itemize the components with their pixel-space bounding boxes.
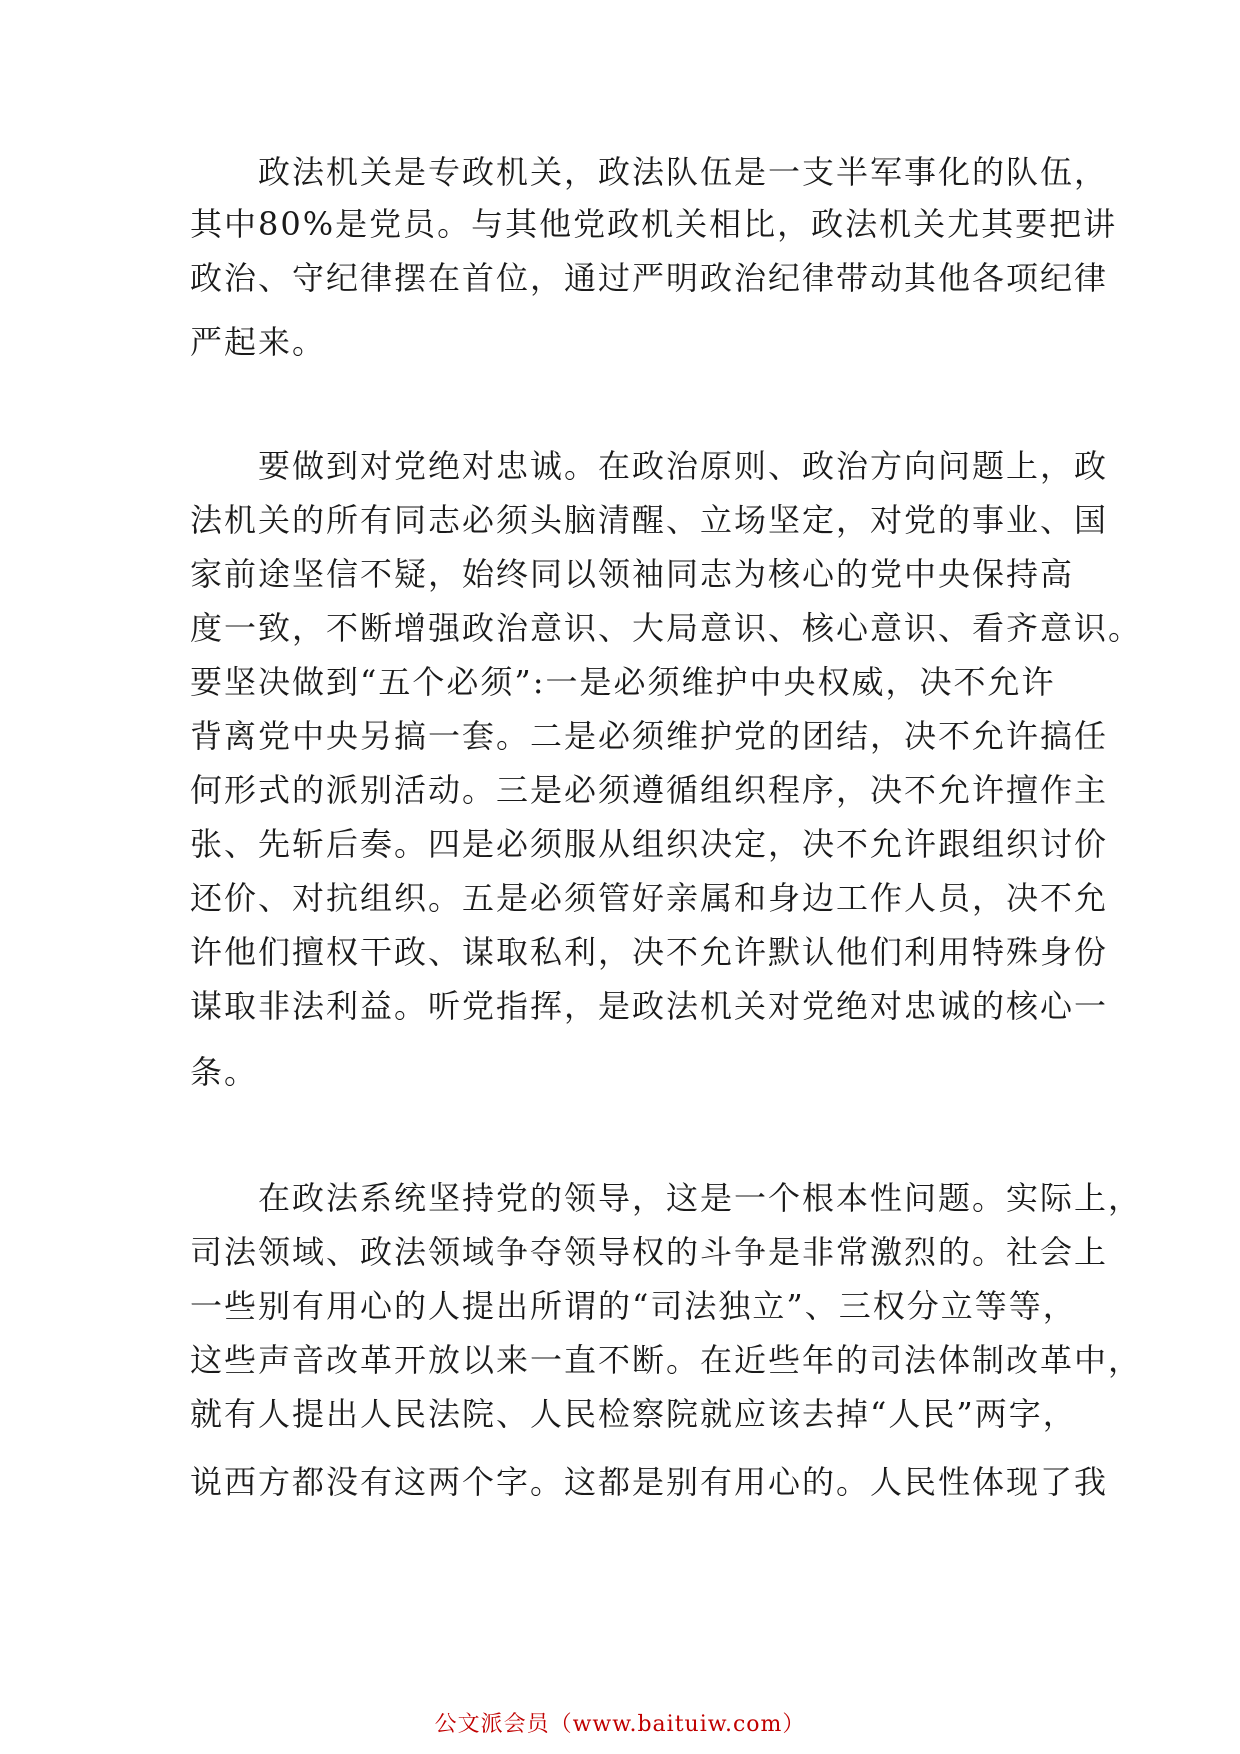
paragraph-2-line-11: 谋取非法利益。听党指挥，是政法机关对党绝对忠诚的核心一 (190, 987, 1109, 1025)
paragraph-2-line-8: 张、先斩后奏。四是必须服从组织决定，决不允许跟组织讨价 (190, 825, 1109, 863)
paragraph-2-line-5: 要坚决做到“五个必须”:一是必须维护中央权威，决不允许 (190, 663, 1056, 701)
paragraph-2-line-3: 家前途坚信不疑，始终同以领袖同志为核心的党中央保持高 (190, 555, 1075, 593)
paragraph-1-line-1: 政法机关是专政机关，政法队伍是一支半军事化的队伍， (190, 153, 1109, 191)
paragraph-2-line-2: 法机关的所有同志必须头脑清醒、立场坚定，对党的事业、国 (190, 501, 1109, 539)
paragraph-2-line-6: 背离党中央另搞一套。二是必须维护党的团结，决不允许搞任 (190, 717, 1109, 755)
paragraph-3-line-2: 司法领域、政法领域争夺领导权的斗争是非常激烈的。社会上 (190, 1233, 1109, 1271)
footer-watermark: 公文派会员（www.baituiw.com） (434, 1712, 806, 1737)
paragraph-3-line-6: 说西方都没有这两个字。这都是别有用心的。人民性体现了我 (190, 1463, 1109, 1501)
paragraph-2-line-10: 许他们擅权干政、谋取私利，决不允许默认他们利用特殊身份 (190, 933, 1109, 971)
paragraph-1-line-3: 政治、守纪律摆在首位，通过严明政治纪律带动其他各项纪律 (190, 259, 1109, 297)
paragraph-2-line-9: 还价、对抗组织。五是必须管好亲属和身边工作人员，决不允 (190, 879, 1109, 917)
paragraph-2-line-1: 要做到对党绝对忠诚。在政治原则、政治方向问题上，政 (190, 447, 1109, 485)
paragraph-1-line-2: 其中80%是党员。与其他党政机关相比，政法机关尤其要把讲 (190, 205, 1118, 243)
paragraph-3-line-4: 这些声音改革开放以来一直不断。在近些年的司法体制改革中， (190, 1341, 1143, 1379)
paragraph-2-line-12: 条。 (190, 1053, 259, 1091)
paragraph-1-line-4: 严起来。 (190, 323, 327, 361)
paragraph-2-line-4: 度一致，不断增强政治意识、大局意识、核心意识、看齐意识。 (190, 609, 1143, 647)
paragraph-3-line-3: 一些别有用心的人提出所谓的“司法独立”、三权分立等等， (190, 1287, 1077, 1325)
paragraph-3-line-5: 就有人提出人民法院、人民检察院就应该去掉“人民”两字， (190, 1395, 1077, 1433)
paragraph-3-line-1: 在政法系统坚持党的领导，这是一个根本性问题。实际上， (190, 1179, 1143, 1217)
paragraph-2-line-7: 何形式的派别活动。三是必须遵循组织程序，决不允许擅作主 (190, 771, 1109, 809)
